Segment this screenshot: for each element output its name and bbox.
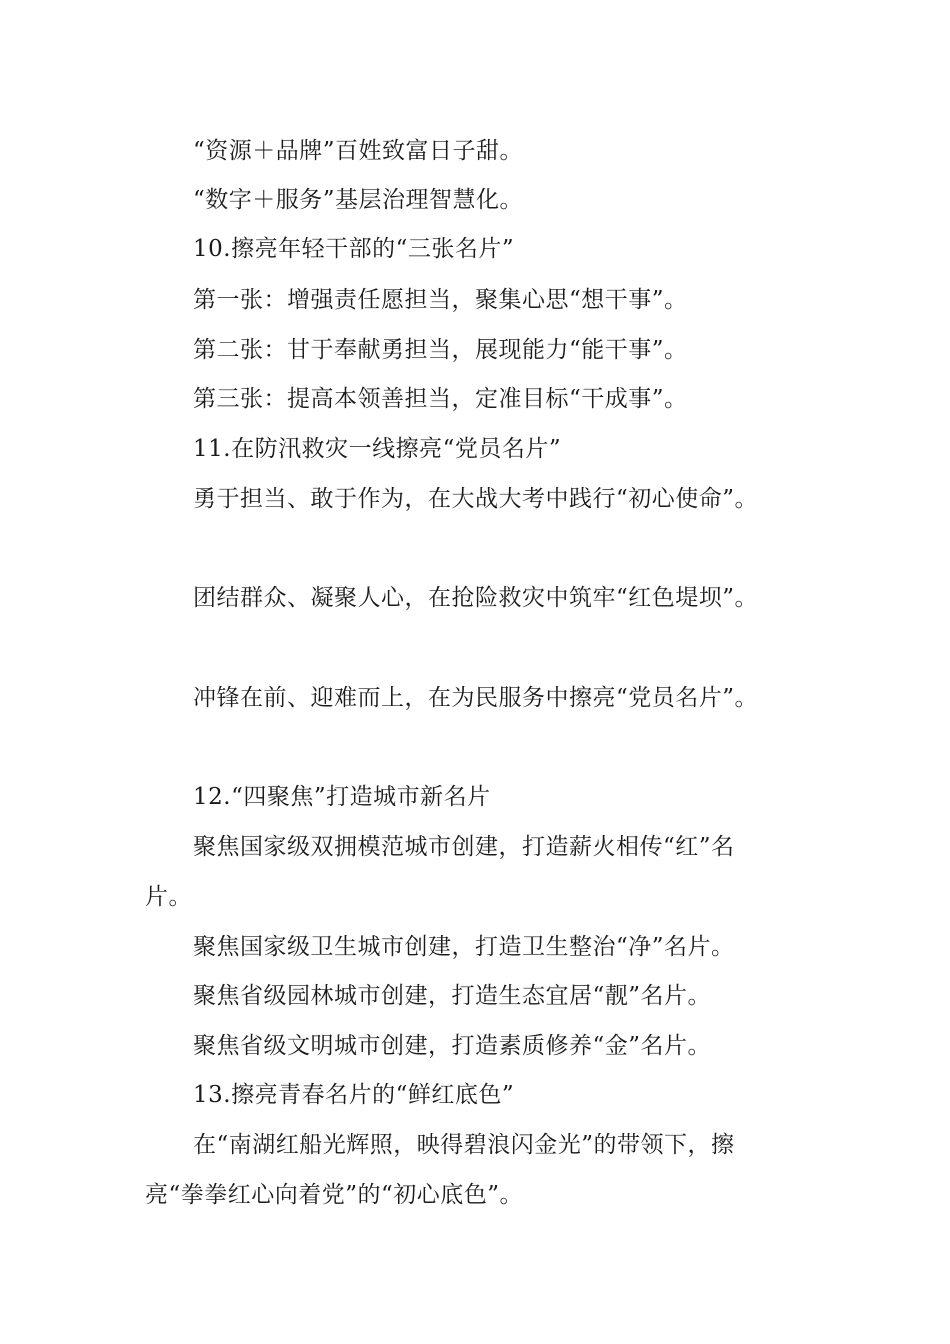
paragraph-clean-card: 聚焦国家级卫生城市创建，打造卫生整治“净”名片。 bbox=[193, 934, 735, 960]
paragraph-member-card: 冲锋在前、迎难而上，在为民服务中擦亮“党员名片”。 bbox=[193, 685, 759, 711]
paragraph-card-1: 第一张：增强责任愿担当，聚集心思“想干事”。 bbox=[193, 287, 688, 313]
paragraph-resource-brand: “资源＋品牌”百姓致富日子甜。 bbox=[193, 138, 524, 164]
paragraph-red-boat-continued: 亮“拳拳红心向着党”的“初心底色”。 bbox=[145, 1182, 524, 1208]
paragraph-red-boat: 在“南湖红船光辉照，映得碧浪闪金光”的带领下，擦 bbox=[193, 1132, 735, 1158]
paragraph-pretty-card: 聚焦省级园林城市创建，打造生态宜居“靓”名片。 bbox=[193, 983, 712, 1009]
paragraph-red-dam: 团结群众、凝聚人心，在抢险救灾中筑牢“红色堤坝”。 bbox=[193, 585, 759, 611]
heading-10: 10.擦亮年轻干部的“三张名片” bbox=[193, 236, 515, 262]
paragraph-card-2: 第二张：甘于奉献勇担当，展现能力“能干事”。 bbox=[193, 337, 688, 363]
paragraph-red-card: 聚焦国家级双拥模范城市创建，打造薪火相传“红”名 bbox=[193, 834, 735, 860]
paragraph-mission: 勇于担当、敢于作为，在大战大考中践行“初心使命”。 bbox=[193, 486, 759, 512]
paragraph-digital-service: “数字＋服务”基层治理智慧化。 bbox=[193, 187, 524, 213]
heading-12: 12.“四聚焦”打造城市新名片 bbox=[193, 784, 491, 810]
heading-13: 13.擦亮青春名片的“鲜红底色” bbox=[193, 1082, 515, 1108]
heading-11: 11.在防汛救灾一线擦亮“党员名片” bbox=[193, 436, 562, 462]
paragraph-gold-card: 聚焦省级文明城市创建，打造素质修养“金”名片。 bbox=[193, 1033, 712, 1059]
paragraph-card-3: 第三张：提高本领善担当，定准目标“干成事”。 bbox=[193, 386, 688, 412]
paragraph-red-card-continued: 片。 bbox=[145, 884, 192, 910]
